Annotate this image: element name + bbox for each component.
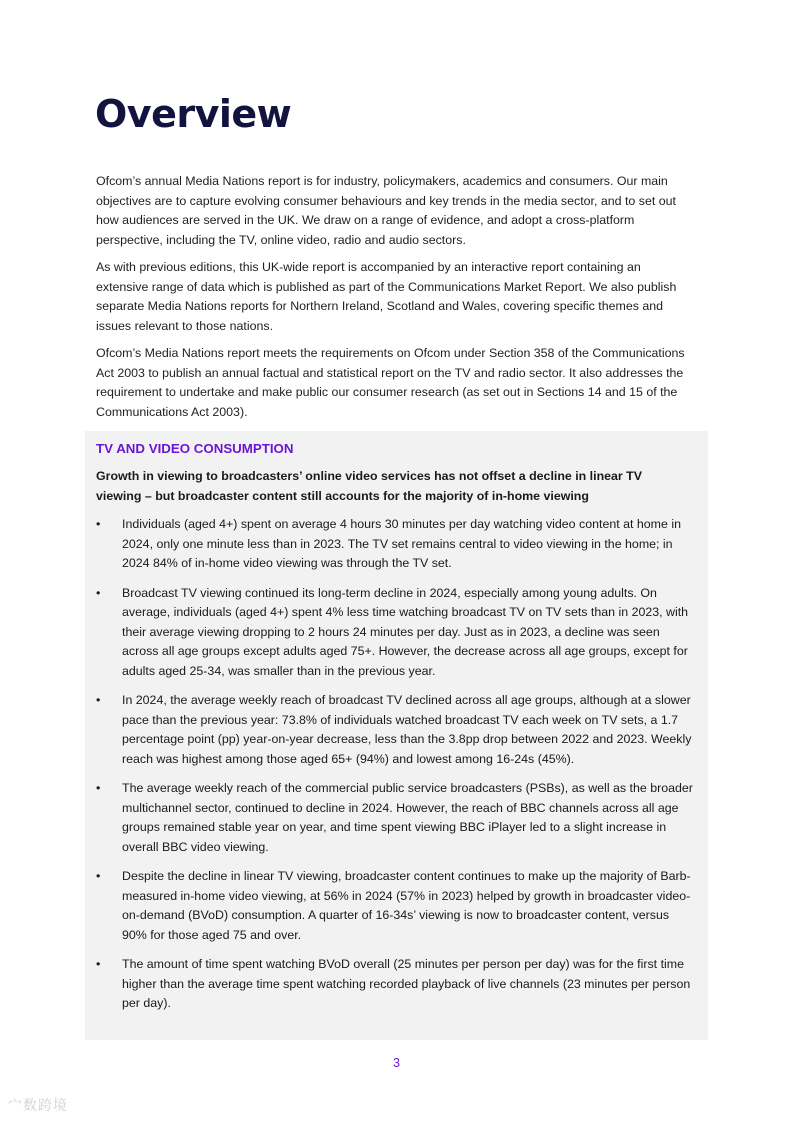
page-number: 3 (393, 1056, 400, 1070)
list-item-text: Despite the decline in linear TV viewing, broadcaster content continues to make up the majority of Barb-measured in-home video viewing, at 56% in 2024 (57% in 2023) helped by growth in broadcaster video-on-demand (BVoD) consumption. A quarter of 16-34s’ viewing is now to broadcaster content, versus 90% for those aged 75 and over. (122, 869, 691, 942)
list-item-text: The average weekly reach of the commercial public service broadcasters (PSBs), as well as the broader multichannel sector, continued to decline in 2024. However, the reach of BBC channels across all age groups remained stable year on year, and time spent viewing BBC iPlayer led to a slight increase in overall BBC video viewing. (122, 781, 693, 854)
key-findings-list (96, 515, 698, 1014)
bullet-icon: • (96, 517, 101, 531)
list-item (96, 691, 694, 769)
list-item-text: The amount of time spent watching BVoD overall (25 minutes per person per day) was for the first time higher than the average time spent watching recorded playback of live channels (23 minutes per person per day). (122, 957, 691, 1010)
list-item (96, 584, 694, 682)
list-item-text: Individuals (aged 4+) spent on average 4 hours 30 minutes per day watching video content at home in 2024, only one minute less than in 2023. The TV set remains central to video viewing in the home; in 2024 84% of in-home video viewing was through the TV set. (122, 517, 681, 570)
list-item-text: Broadcast TV viewing continued its long-term decline in 2024, especially among young adults. On average, individuals (aged 4+) spent 4% less time watching broadcast TV on TV sets than in 2023, with their average viewing dropping to 2 hours 24 minutes per day. Just as in 2023, a decline was seen across all age groups except adults aged 75+. However, the decrease across all age groups, except for adults aged 25-34, was smaller than in the previous year. (122, 585, 689, 678)
intro-paragraph: Ofcom’s annual Media Nations report is for industry, policymakers, academics and consumers. Our main objectives are to capture evolving consumer behaviours and key trends in the media sector, and to set out how audiences are served in the UK. We draw on a range of evidence, and adopt a cross-platform perspective, including the TV, online video, radio and audio sectors. (96, 174, 676, 247)
callout-lead: Growth in viewing to broadcasters’ online video services has not offset a decline in linear TV viewing – but broadcaster content still accounts for the majority of in-home viewing (96, 469, 643, 503)
list-item (96, 515, 694, 574)
list-item (96, 867, 694, 945)
intro-paragraph: Ofcom’s Media Nations report meets the requirements on Ofcom under Section 358 of the Communications Act 2003 to publish an annual factual and statistical report on the TV and radio sector. It also addresses the requirement to undertake and make public our consumer research (as set out in Sections 14 and 15 of the Communications Act 2003). (96, 346, 685, 419)
bullet-icon: • (96, 781, 101, 795)
intro-section (96, 172, 696, 430)
bullet-icon: • (96, 585, 101, 600)
page-title: Overview (95, 92, 292, 136)
bullet-icon: • (96, 869, 101, 883)
list-item (96, 955, 694, 1014)
list-item (96, 779, 694, 857)
intro-paragraph: As with previous editions, this UK-wide report is accompanied by an interactive report containing an extensive range of data which is published as part of the Communications Market Report. We also publish separate Media Nations reports for Northern Ireland, Scotland and Wales, covering specific themes and issues relevant to those nations. (96, 260, 677, 333)
bullet-icon: • (96, 957, 101, 971)
list-item-text: In 2024, the average weekly reach of broadcast TV declined across all age groups, although at a slower pace than the previous year: 73.8% of individuals watched broadcast TV each week on TV sets, a 1.7 percentage point (pp) year-on-year decrease, less than the 3.8pp drop between 2022 and 2023. Weekly reach was highest among those aged 65+ (94%) and lowest among 16-24s (45%). (122, 693, 692, 766)
callout-heading: TV AND VIDEO CONSUMPTION (96, 441, 294, 456)
watermark: 宀数跨境 (8, 1097, 68, 1113)
tv-video-consumption-callout (85, 431, 708, 1040)
bullet-icon: • (96, 693, 101, 707)
